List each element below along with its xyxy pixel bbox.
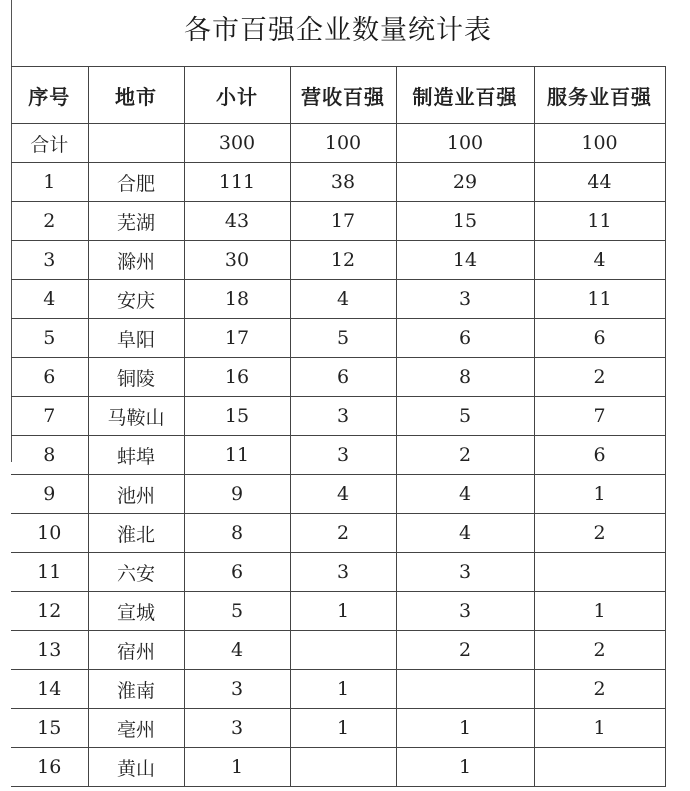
- cell-manufacturing-top100: 3: [396, 553, 534, 592]
- table-row: [11, 631, 665, 670]
- cell-subtotal: 3: [184, 670, 290, 709]
- cell-revenue-top100: 4: [290, 475, 396, 514]
- table-row: [11, 670, 665, 709]
- header-revenue-top100: 营收百强: [290, 67, 396, 124]
- total-subtotal: 300: [184, 124, 290, 163]
- table-row: [11, 163, 665, 202]
- cell-city: 淮北: [88, 514, 184, 553]
- header-seq: 序号: [11, 67, 88, 124]
- cell-services-top100: 2: [534, 514, 665, 553]
- cell-manufacturing-top100: 1: [396, 748, 534, 787]
- cell-subtotal: 43: [184, 202, 290, 241]
- cell-revenue-top100: 6: [290, 358, 396, 397]
- cell-manufacturing-top100: 8: [396, 358, 534, 397]
- cell-revenue-top100: 1: [290, 709, 396, 748]
- cell-manufacturing-top100: 5: [396, 397, 534, 436]
- cell-seq: 10: [11, 514, 88, 553]
- cell-revenue-top100: 4: [290, 280, 396, 319]
- cell-services-top100: 6: [534, 436, 665, 475]
- cell-subtotal: 5: [184, 592, 290, 631]
- table-row: [11, 280, 665, 319]
- header-subtotal: 小计: [184, 67, 290, 124]
- cell-seq: 3: [11, 241, 88, 280]
- cell-city: 宣城: [88, 592, 184, 631]
- cell-manufacturing-top100: 4: [396, 514, 534, 553]
- cell-subtotal: 8: [184, 514, 290, 553]
- total-revenue-top100: 100: [290, 124, 396, 163]
- cell-seq: 9: [11, 475, 88, 514]
- cell-services-top100: [534, 748, 665, 787]
- cell-city: 马鞍山: [88, 397, 184, 436]
- cell-subtotal: 15: [184, 397, 290, 436]
- table-row: [11, 709, 665, 748]
- cell-subtotal: 17: [184, 319, 290, 358]
- cell-revenue-top100: 3: [290, 436, 396, 475]
- cell-revenue-top100: 1: [290, 592, 396, 631]
- table-row: [11, 553, 665, 592]
- header-city: 地市: [88, 67, 184, 124]
- table-row: [11, 475, 665, 514]
- cell-seq: 8: [11, 436, 88, 475]
- table-title: 各市百强企业数量统计表: [184, 15, 492, 46]
- cell-revenue-top100: 38: [290, 163, 396, 202]
- cell-services-top100: 2: [534, 670, 665, 709]
- cell-manufacturing-top100: 4: [396, 475, 534, 514]
- header-manufacturing-top100: 制造业百强: [396, 67, 534, 124]
- cell-revenue-top100: 12: [290, 241, 396, 280]
- cell-seq: 15: [11, 709, 88, 748]
- cell-seq: 12: [11, 592, 88, 631]
- cell-seq: 13: [11, 631, 88, 670]
- table-row: [11, 592, 665, 631]
- cell-city: 宿州: [88, 631, 184, 670]
- cell-city: 合肥: [88, 163, 184, 202]
- cell-services-top100: 2: [534, 631, 665, 670]
- cell-manufacturing-top100: 2: [396, 436, 534, 475]
- cell-manufacturing-top100: 14: [396, 241, 534, 280]
- cell-manufacturing-top100: 3: [396, 592, 534, 631]
- cell-revenue-top100: 17: [290, 202, 396, 241]
- cell-manufacturing-top100: [396, 670, 534, 709]
- cell-services-top100: [534, 553, 665, 592]
- table-row: [11, 748, 665, 787]
- cell-seq: 6: [11, 358, 88, 397]
- cell-subtotal: 16: [184, 358, 290, 397]
- cell-city: 铜陵: [88, 358, 184, 397]
- cell-city: 六安: [88, 553, 184, 592]
- total-manufacturing-top100: 100: [396, 124, 534, 163]
- header-row: [11, 67, 665, 124]
- cell-services-top100: 4: [534, 241, 665, 280]
- cell-subtotal: 9: [184, 475, 290, 514]
- cell-services-top100: 1: [534, 475, 665, 514]
- cell-seq: 7: [11, 397, 88, 436]
- cell-manufacturing-top100: 6: [396, 319, 534, 358]
- cell-subtotal: 6: [184, 553, 290, 592]
- cell-revenue-top100: 1: [290, 670, 396, 709]
- cell-manufacturing-top100: 3: [396, 280, 534, 319]
- total-services-top100: 100: [534, 124, 665, 163]
- cell-revenue-top100: 5: [290, 319, 396, 358]
- cell-services-top100: 1: [534, 592, 665, 631]
- cell-subtotal: 30: [184, 241, 290, 280]
- cell-services-top100: 6: [534, 319, 665, 358]
- table-row: [11, 358, 665, 397]
- cell-revenue-top100: 2: [290, 514, 396, 553]
- cell-revenue-top100: 3: [290, 397, 396, 436]
- table-row: [11, 397, 665, 436]
- cell-manufacturing-top100: 15: [396, 202, 534, 241]
- cell-city: 黄山: [88, 748, 184, 787]
- total-label: 合计: [11, 124, 88, 163]
- header-services-top100: 服务业百强: [534, 67, 665, 124]
- cell-manufacturing-top100: 1: [396, 709, 534, 748]
- cell-services-top100: 7: [534, 397, 665, 436]
- table-row: [11, 202, 665, 241]
- statistics-table: [11, 66, 666, 787]
- cell-revenue-top100: [290, 631, 396, 670]
- table-row: [11, 241, 665, 280]
- cell-city: 亳州: [88, 709, 184, 748]
- cell-seq: 5: [11, 319, 88, 358]
- cell-subtotal: 111: [184, 163, 290, 202]
- cell-seq: 2: [11, 202, 88, 241]
- cell-subtotal: 3: [184, 709, 290, 748]
- table-row: [11, 514, 665, 553]
- cell-manufacturing-top100: 2: [396, 631, 534, 670]
- cell-seq: 11: [11, 553, 88, 592]
- cell-seq: 4: [11, 280, 88, 319]
- cell-seq: 1: [11, 163, 88, 202]
- cell-services-top100: 11: [534, 202, 665, 241]
- cell-services-top100: 2: [534, 358, 665, 397]
- cell-seq: 16: [11, 748, 88, 787]
- cell-city: 芜湖: [88, 202, 184, 241]
- cell-city: 池州: [88, 475, 184, 514]
- cell-city: 蚌埠: [88, 436, 184, 475]
- cell-seq: 14: [11, 670, 88, 709]
- cell-services-top100: 44: [534, 163, 665, 202]
- cell-manufacturing-top100: 29: [396, 163, 534, 202]
- table-row: [11, 436, 665, 475]
- cell-city: 阜阳: [88, 319, 184, 358]
- total-row: [11, 124, 665, 163]
- cell-city: 安庆: [88, 280, 184, 319]
- cell-subtotal: 4: [184, 631, 290, 670]
- cell-services-top100: 11: [534, 280, 665, 319]
- table-row: [11, 319, 665, 358]
- total-city: [88, 124, 184, 163]
- cell-services-top100: 1: [534, 709, 665, 748]
- cell-city: 淮南: [88, 670, 184, 709]
- cell-revenue-top100: 3: [290, 553, 396, 592]
- cell-revenue-top100: [290, 748, 396, 787]
- cell-subtotal: 18: [184, 280, 290, 319]
- cell-subtotal: 11: [184, 436, 290, 475]
- cell-subtotal: 1: [184, 748, 290, 787]
- cell-city: 滁州: [88, 241, 184, 280]
